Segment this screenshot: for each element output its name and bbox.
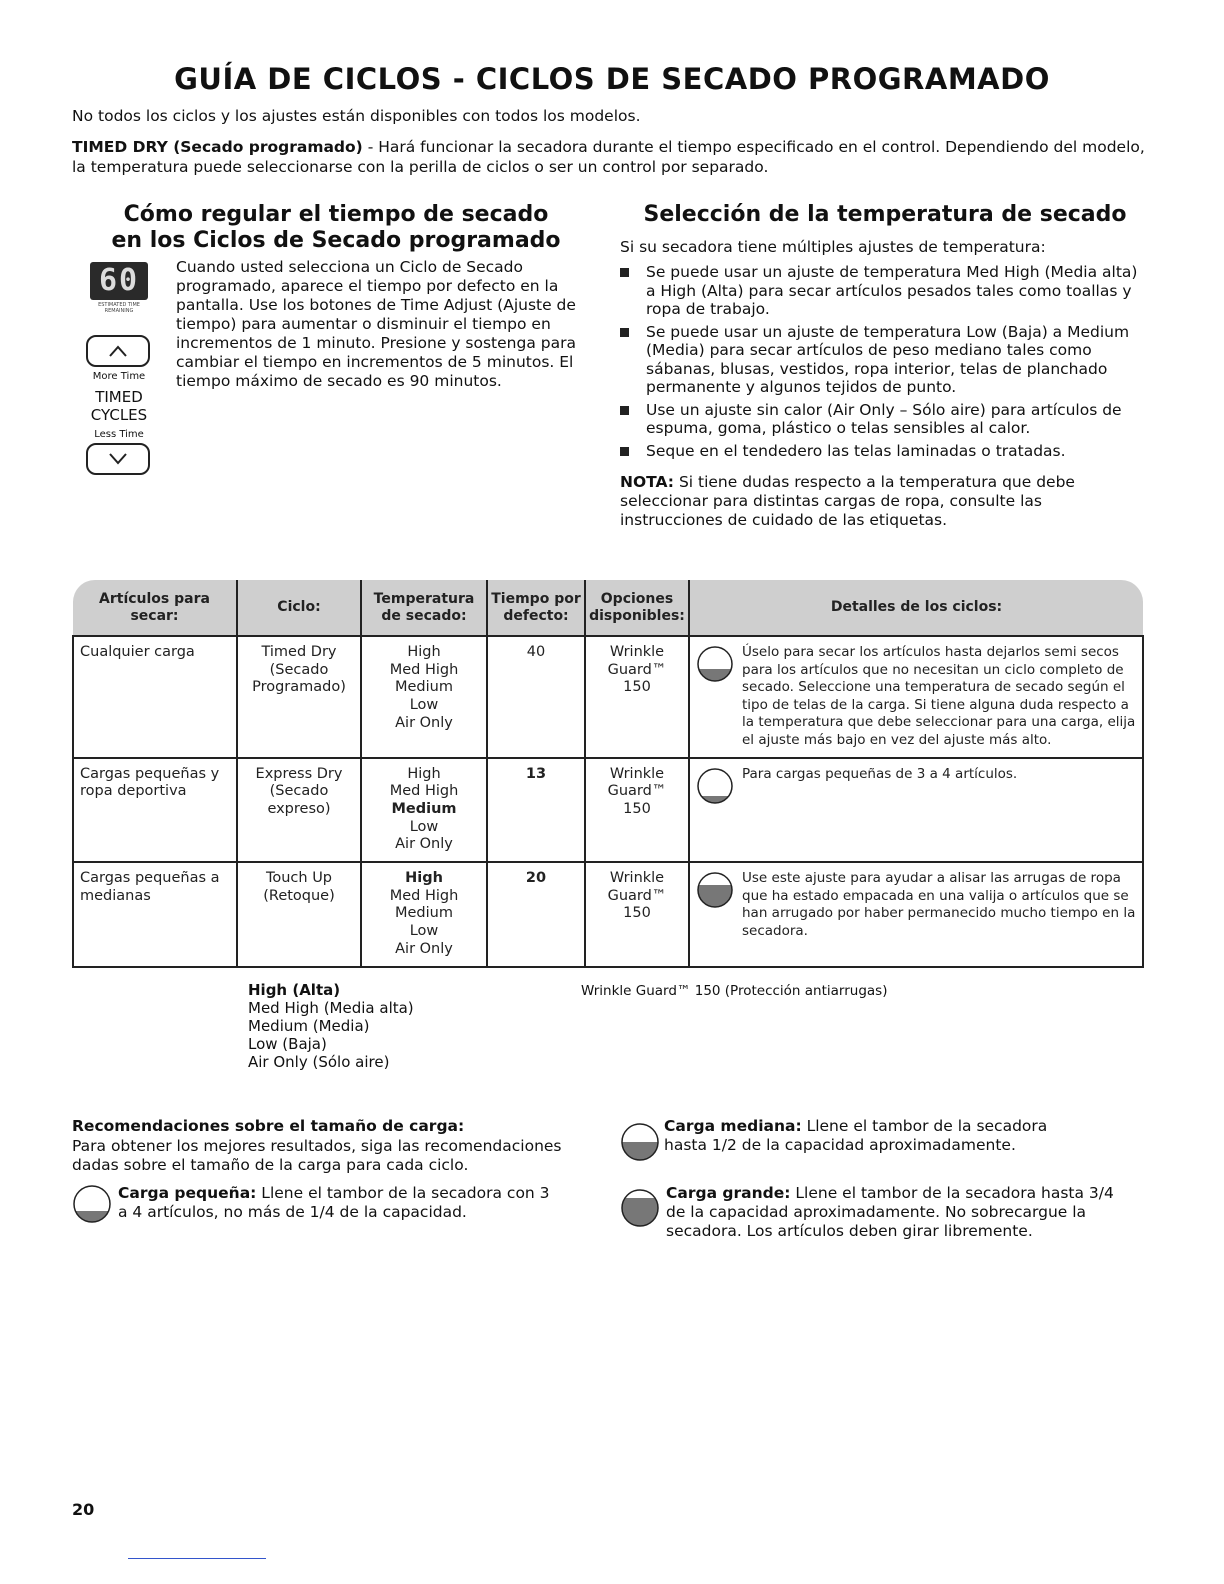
- temp-option: Med High: [389, 887, 459, 904]
- timed-dry-label: TIMED DRY (Secado programado): [72, 138, 363, 156]
- temp-option: High: [407, 765, 441, 782]
- timed-dry-text: - Hará funcionar la secadora durante el tiempo especificado en el control. Dependiendo del modelo, la temperatura puede seleccionarse con la perilla de ciclos o ser un control por separado.: [72, 138, 1145, 176]
- note-text: Si tiene dudas respecto a la temperatura que debe seleccionar para distintas cargas de ropa, consulte las instrucciones de cuidado de las etiquetas.: [620, 473, 1075, 529]
- large-load-rec: [620, 1184, 1120, 1241]
- cycle-name: Touch Up: [265, 870, 333, 887]
- temp-option-default: High: [405, 870, 443, 887]
- option-text: Wrinkle: [609, 765, 665, 782]
- medium-load-icon: [620, 1122, 660, 1162]
- details-cell: [689, 758, 1143, 863]
- temp-option: Medium: [395, 679, 453, 696]
- less-time-button[interactable]: [86, 443, 150, 475]
- options-cell: [585, 636, 689, 758]
- cycle-name-es: Programado): [252, 679, 346, 696]
- timed-cycles-label: [86, 388, 152, 424]
- temp-option: Low: [409, 697, 439, 714]
- large-load-icon: [620, 1188, 660, 1228]
- availability-note: No todos los ciclos y los ajustes están disponibles con todos los modelos.: [72, 107, 641, 125]
- header-items: Artículos para secar:: [73, 580, 237, 636]
- small-load-rec: [72, 1184, 562, 1224]
- option-text: Wrinkle: [609, 644, 665, 660]
- temperature-bullets: [620, 263, 1150, 464]
- temp-option: Low: [409, 923, 439, 940]
- temperature-section: [618, 202, 1152, 228]
- cycle-name: Express Dry: [255, 765, 343, 782]
- temp-option-default: Medium: [391, 800, 457, 817]
- medium-load-text: Llene el tambor de la secadora hasta 1/2 de la capacidad aproximadamente.: [664, 1117, 1048, 1154]
- cycle-table: [72, 580, 1144, 968]
- temp-option: Medium: [395, 905, 453, 922]
- bullet-item: Se puede usar un ajuste de temperatura Low (Baja) a Medium (Media) para secar artículos de peso mediano tales como sábanas, blusas, vestidos, ropa interior, telas de planchado permanente y algunos tejidos de punto.: [620, 323, 1150, 397]
- large-load-label: Carga grande:: [666, 1184, 791, 1202]
- options-cell: [585, 862, 689, 967]
- items-cell: Cualquier carga: [73, 636, 237, 758]
- default-time-cell: 13: [487, 758, 585, 863]
- table-header-row: [73, 580, 1143, 636]
- large-load-text: Llene el tambor de la secadora hasta 3/4 de la capacidad aproximadamente. No sobrecargue la secadora. Los artículos deben girar libremente.: [666, 1184, 1114, 1240]
- temp-option: High: [407, 644, 441, 660]
- temp-option: Air Only: [395, 836, 453, 853]
- header-details: Detalles de los ciclos:: [689, 580, 1143, 636]
- temp-option: Low: [409, 818, 439, 835]
- temperature-cell: [361, 862, 487, 967]
- cycle-name: Timed Dry: [261, 644, 337, 660]
- load-recommendations-text: Para obtener los mejores resultados, siga las recomendaciones dadas sobre el tamaño de la carga para cada ciclo.: [72, 1137, 562, 1174]
- option-text: 150: [623, 679, 651, 696]
- temp-option: Air Only: [395, 940, 453, 957]
- cycle-name-es: expreso): [267, 800, 331, 817]
- header-options: Opciones disponibles:: [585, 580, 689, 636]
- timed-label: TIMED: [95, 388, 143, 406]
- legend-item: Med High (Media alta): [248, 999, 414, 1017]
- temperature-intro: Si su secadora tiene múltiples ajustes de temperatura:: [620, 238, 1046, 256]
- small-load-icon: [696, 645, 734, 683]
- less-time-label: Less Time: [94, 429, 144, 440]
- time-adjust-section: [72, 202, 600, 254]
- items-cell: Cargas pequeñas y ropa deportiva: [73, 758, 237, 863]
- wrinkle-guard-legend: Wrinkle Guard™ 150 (Protección antiarrugas): [581, 983, 888, 999]
- time-adjust-heading: [72, 202, 600, 254]
- temperature-cell: [361, 636, 487, 758]
- bullet-item: Seque en el tendedero las telas laminadas o tratadas.: [620, 442, 1150, 461]
- load-recommendations-title: Recomendaciones sobre el tamaño de carga:: [72, 1117, 465, 1135]
- page-title: GUÍA DE CICLOS - CICLOS DE SECADO PROGRAMADO: [174, 62, 1050, 96]
- option-text: Wrinkle: [609, 870, 665, 887]
- control-panel-illustration: [86, 262, 152, 475]
- table-row: [73, 862, 1143, 967]
- temp-option: Med High: [389, 661, 459, 678]
- details-text: Para cargas pequeñas de 3 a 4 artículos.: [742, 765, 1018, 782]
- table-row: [73, 758, 1143, 863]
- details-text: Use este ajuste para ayudar a alisar las arrugas de ropa que ha estado empacada en una valija o artículos que se han arrugado por haber permanecido mucho tiempo en la secadora.: [742, 870, 1136, 939]
- options-cell: [585, 758, 689, 863]
- time-display: 60: [90, 262, 148, 300]
- header-cycle: Ciclo:: [237, 580, 361, 636]
- option-text: Guard™: [607, 783, 667, 800]
- medium-load-label: Carga mediana:: [664, 1117, 802, 1135]
- legend-item: Air Only (Sólo aire): [248, 1053, 390, 1071]
- default-time-cell: 40: [487, 636, 585, 758]
- temp-option: Med High: [389, 783, 459, 800]
- cycle-name-es: (Secado: [269, 661, 329, 678]
- page-number: 20: [72, 1500, 95, 1519]
- heading-line-1: Cómo regular el tiempo de secado: [123, 202, 549, 227]
- cycle-cell: [237, 758, 361, 863]
- option-text: 150: [623, 905, 651, 922]
- cycle-name-es: (Secado: [269, 783, 329, 800]
- cycle-name-es: (Retoque): [263, 887, 335, 904]
- legend-item: Low (Baja): [248, 1035, 327, 1053]
- cycle-cell: [237, 636, 361, 758]
- temperature-legend: [248, 981, 414, 1071]
- footer-divider: [128, 1558, 266, 1559]
- note-label: NOTA:: [620, 473, 675, 491]
- bullet-item: Se puede usar un ajuste de temperatura Med High (Media alta) a High (Alta) para secar artículos pesados tales como toallas y ropa de trabajo.: [620, 263, 1150, 319]
- small-load-label: Carga pequeña:: [118, 1184, 257, 1202]
- small-load-icon: [696, 767, 734, 805]
- display-caption: ESTIMATED TIME REMAINING: [98, 302, 140, 314]
- medium-load-rec: [620, 1117, 1120, 1162]
- option-text: 150: [623, 800, 651, 817]
- option-text: Guard™: [607, 661, 667, 678]
- more-time-button[interactable]: [86, 335, 150, 367]
- header-default-time: Tiempo por defecto:: [487, 580, 585, 636]
- cycles-label: CYCLES: [90, 406, 148, 424]
- temperature-cell: [361, 758, 487, 863]
- details-text: Úselo para secar los artículos hasta dejarlos semi secos para los artículos que no necesitan un ciclo completo de secado. Seleccione una temperatura de secado según el tipo de telas de la carga. Si tiene alguna duda respecto a la temperatura que debe seleccionar para una carga, elija el ajuste más bajo en vez del ajuste más alto.: [742, 644, 1136, 748]
- details-cell: [689, 862, 1143, 967]
- bullet-item: Use un ajuste sin calor (Air Only – Sólo aire) para artículos de espuma, goma, plástico o telas sensibles al calor.: [620, 401, 1150, 438]
- chevron-up-icon: [107, 344, 129, 358]
- table-row: [73, 636, 1143, 758]
- items-cell: Cargas pequeñas a medianas: [73, 862, 237, 967]
- cycle-cell: [237, 862, 361, 967]
- temperature-heading: Selección de la temperatura de secado: [643, 202, 1127, 227]
- small-load-text: Llene el tambor de la secadora con 3 a 4 artículos, no más de 1/4 de la capacidad.: [118, 1184, 550, 1221]
- option-text: Guard™: [607, 887, 667, 904]
- chevron-down-icon: [107, 452, 129, 466]
- time-adjust-text: Cuando usted selecciona un Ciclo de Secado programado, aparece el tiempo por defecto en la pantalla. Use los botones de Time Adjust (Ajuste de tiempo) para aumentar o disminuir el tiempo en incrementos de 1 minuto. Presione y sostenga para cambiar el tiempo en incrementos de 5 minutos. El tiempo máximo de secado es 90 minutos.: [176, 258, 576, 390]
- small-load-icon: [72, 1184, 112, 1224]
- header-temperature: Temperatura de secado:: [361, 580, 487, 636]
- legend-item: High (Alta): [248, 981, 341, 999]
- medium-load-icon: [696, 871, 734, 909]
- details-cell: [689, 636, 1143, 758]
- temperature-note: [620, 473, 1140, 530]
- temp-option: Air Only: [395, 714, 453, 731]
- timed-dry-description: [72, 137, 1152, 177]
- more-time-label: More Time: [92, 371, 146, 382]
- legend-item: Medium (Media): [248, 1017, 370, 1035]
- default-time-cell: 20: [487, 862, 585, 967]
- heading-line-2: en los Ciclos de Secado programado: [111, 228, 561, 253]
